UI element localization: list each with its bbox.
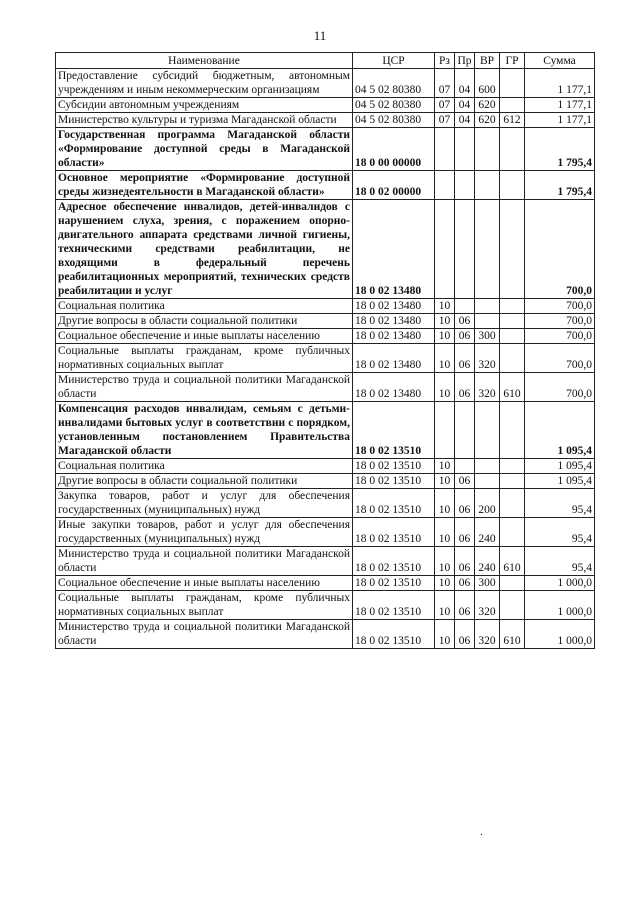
cell-vr: 320 [475,620,500,649]
cell-name: Субсидии автономным учреждениям [56,98,353,113]
cell-name: Другие вопросы в области социальной политики [56,314,353,329]
cell-csr: 18 0 02 13510 [353,591,435,620]
cell-pr: 06 [455,474,475,489]
cell-vr [475,200,500,299]
cell-rz: 07 [435,113,455,128]
table-row [56,547,595,576]
cell-gr [500,518,525,547]
cell-pr [455,171,475,200]
cell-pr: 06 [455,373,475,402]
cell-csr: 18 0 02 13480 [353,299,435,314]
cell-rz [435,200,455,299]
cell-rz: 10 [435,459,455,474]
cell-csr: 18 0 02 13510 [353,489,435,518]
cell-sum: 1 095,4 [525,402,595,459]
cell-csr: 18 0 02 13480 [353,373,435,402]
cell-rz: 07 [435,69,455,98]
cell-name: Социальные выплаты гражданам, кроме публичных нормативных социальных выплат [56,344,353,373]
cell-csr: 18 0 02 00000 [353,171,435,200]
cell-vr: 240 [475,547,500,576]
cell-pr [455,459,475,474]
cell-vr: 240 [475,518,500,547]
header-rz: Рз [435,53,455,69]
cell-name: Социальные выплаты гражданам, кроме публичных нормативных социальных выплат [56,591,353,620]
cell-pr: 06 [455,489,475,518]
cell-name: Иные закупки товаров, работ и услуг для обеспечения государственных (муниципальных) нужд [56,518,353,547]
cell-gr [500,69,525,98]
cell-csr: 18 0 02 13510 [353,547,435,576]
cell-rz: 10 [435,373,455,402]
cell-gr [500,459,525,474]
cell-sum: 1 000,0 [525,591,595,620]
budget-table [55,52,595,649]
cell-gr [500,171,525,200]
cell-csr: 04 5 02 80380 [353,98,435,113]
cell-csr: 04 5 02 80380 [353,69,435,98]
table-row [56,576,595,591]
table-row [56,200,595,299]
cell-name: Министерство культуры и туризма Магаданской области [56,113,353,128]
cell-sum: 700,0 [525,200,595,299]
cell-gr: 612 [500,113,525,128]
cell-csr: 18 0 02 13510 [353,576,435,591]
cell-csr: 18 0 02 13480 [353,200,435,299]
cell-rz: 10 [435,314,455,329]
header-gr: ГР [500,53,525,69]
cell-vr: 320 [475,344,500,373]
header-sum: Сумма [525,53,595,69]
table-row [56,314,595,329]
cell-name: Предоставление субсидий бюджетным, автономным учреждениям и иным некоммерческим организациям [56,69,353,98]
cell-rz: 10 [435,620,455,649]
cell-sum: 1 177,1 [525,98,595,113]
cell-gr [500,98,525,113]
cell-csr: 18 0 02 13480 [353,329,435,344]
table-row [56,98,595,113]
cell-sum: 700,0 [525,329,595,344]
cell-csr: 18 0 02 13480 [353,314,435,329]
table-row [56,620,595,649]
table-row [56,171,595,200]
cell-csr: 18 0 00 00000 [353,128,435,171]
cell-sum: 700,0 [525,344,595,373]
cell-name: Адресное обеспечение инвалидов, детей-инвалидов с нарушением слуха, зрения, с поражением опорно-двигательного аппарата средствами личной гигиены, техническими средствами реабилитации, не входящими в федеральный перечень реабилитационных мероприятий, технических средств реабилитации и услуг [56,200,353,299]
cell-vr: 620 [475,113,500,128]
cell-vr: 600 [475,69,500,98]
cell-name: Социальное обеспечение и иные выплаты населению [56,576,353,591]
cell-pr: 04 [455,113,475,128]
cell-csr: 18 0 02 13510 [353,402,435,459]
cell-pr [455,299,475,314]
cell-csr: 18 0 02 13510 [353,518,435,547]
table-row [56,344,595,373]
cell-sum: 1 177,1 [525,69,595,98]
cell-vr: 300 [475,329,500,344]
cell-csr: 18 0 02 13510 [353,620,435,649]
cell-name: Социальное обеспечение и иные выплаты населению [56,329,353,344]
table-body [56,69,595,649]
cell-pr: 06 [455,576,475,591]
table-row [56,474,595,489]
cell-pr [455,402,475,459]
cell-vr [475,474,500,489]
cell-gr [500,299,525,314]
table-row [56,591,595,620]
cell-name: Государственная программа Магаданской области «Формирование доступной среды в Магаданской области» [56,128,353,171]
page-number: 11 [313,28,327,43]
cell-gr [500,474,525,489]
cell-gr: 610 [500,547,525,576]
cell-gr [500,344,525,373]
cell-rz [435,128,455,171]
cell-vr: 620 [475,98,500,113]
cell-sum: 700,0 [525,314,595,329]
cell-pr: 06 [455,344,475,373]
cell-rz: 10 [435,591,455,620]
cell-rz: 10 [435,344,455,373]
cell-sum: 95,4 [525,547,595,576]
cell-rz: 10 [435,547,455,576]
cell-pr: 06 [455,518,475,547]
cell-sum: 1 095,4 [525,459,595,474]
cell-rz: 10 [435,299,455,314]
cell-rz: 10 [435,329,455,344]
header-pr: Пр [455,53,475,69]
cell-rz [435,171,455,200]
cell-gr: 610 [500,373,525,402]
cell-gr [500,576,525,591]
cell-gr [500,128,525,171]
cell-gr [500,329,525,344]
cell-sum: 700,0 [525,373,595,402]
cell-name: Министерство труда и социальной политики Магаданской области [56,373,353,402]
cell-pr: 04 [455,69,475,98]
cell-name: Компенсация расходов инвалидам, семьям с детьми-инвалидами бытовых услуг в соответствии с порядком, установленным постановлением Правительства Магаданской области [56,402,353,459]
cell-vr: 200 [475,489,500,518]
cell-pr: 06 [455,329,475,344]
table-row [56,402,595,459]
cell-name: Социальная политика [56,299,353,314]
cell-rz: 10 [435,576,455,591]
cell-name: Министерство труда и социальной политики Магаданской области [56,547,353,576]
cell-vr [475,299,500,314]
cell-gr [500,489,525,518]
cell-sum: 1 095,4 [525,474,595,489]
cell-sum: 1 000,0 [525,576,595,591]
cell-csr: 18 0 02 13510 [353,474,435,489]
cell-gr [500,591,525,620]
cell-vr [475,171,500,200]
cell-sum: 95,4 [525,489,595,518]
cell-vr [475,459,500,474]
footer-mark: . [480,824,483,838]
cell-name: Социальная политика [56,459,353,474]
cell-gr [500,402,525,459]
cell-vr: 320 [475,373,500,402]
cell-rz [435,402,455,459]
cell-vr: 300 [475,576,500,591]
cell-csr: 18 0 02 13510 [353,459,435,474]
header-name: Наименование [56,53,353,69]
cell-name: Другие вопросы в области социальной политики [56,474,353,489]
table-row [56,518,595,547]
cell-name: Министерство труда и социальной политики Магаданской области [56,620,353,649]
cell-rz: 10 [435,518,455,547]
cell-pr: 06 [455,314,475,329]
cell-sum: 95,4 [525,518,595,547]
cell-pr: 06 [455,620,475,649]
cell-sum: 1 795,4 [525,128,595,171]
cell-rz: 10 [435,474,455,489]
cell-pr: 06 [455,591,475,620]
cell-vr [475,402,500,459]
table-row [56,299,595,314]
cell-gr: 610 [500,620,525,649]
cell-sum: 1 000,0 [525,620,595,649]
cell-rz: 07 [435,98,455,113]
table-row [56,489,595,518]
table-row [56,113,595,128]
cell-pr [455,128,475,171]
cell-csr: 04 5 02 80380 [353,113,435,128]
cell-name: Закупка товаров, работ и услуг для обеспечения государственных (муниципальных) нужд [56,489,353,518]
cell-rz: 10 [435,489,455,518]
cell-name: Основное мероприятие «Формирование доступной среды жизнедеятельности в Магаданской области» [56,171,353,200]
cell-sum: 1 177,1 [525,113,595,128]
header-vr: ВР [475,53,500,69]
table-row [56,128,595,171]
cell-csr: 18 0 02 13480 [353,344,435,373]
cell-gr [500,314,525,329]
table-row [56,329,595,344]
cell-sum: 700,0 [525,299,595,314]
cell-vr: 320 [475,591,500,620]
table-row [56,373,595,402]
cell-vr [475,128,500,171]
header-csr: ЦСР [353,53,435,69]
table-header-row [56,53,595,69]
cell-pr: 06 [455,547,475,576]
cell-pr: 04 [455,98,475,113]
cell-pr [455,200,475,299]
cell-gr [500,200,525,299]
table-row [56,69,595,98]
cell-sum: 1 795,4 [525,171,595,200]
table-row [56,459,595,474]
cell-vr [475,314,500,329]
